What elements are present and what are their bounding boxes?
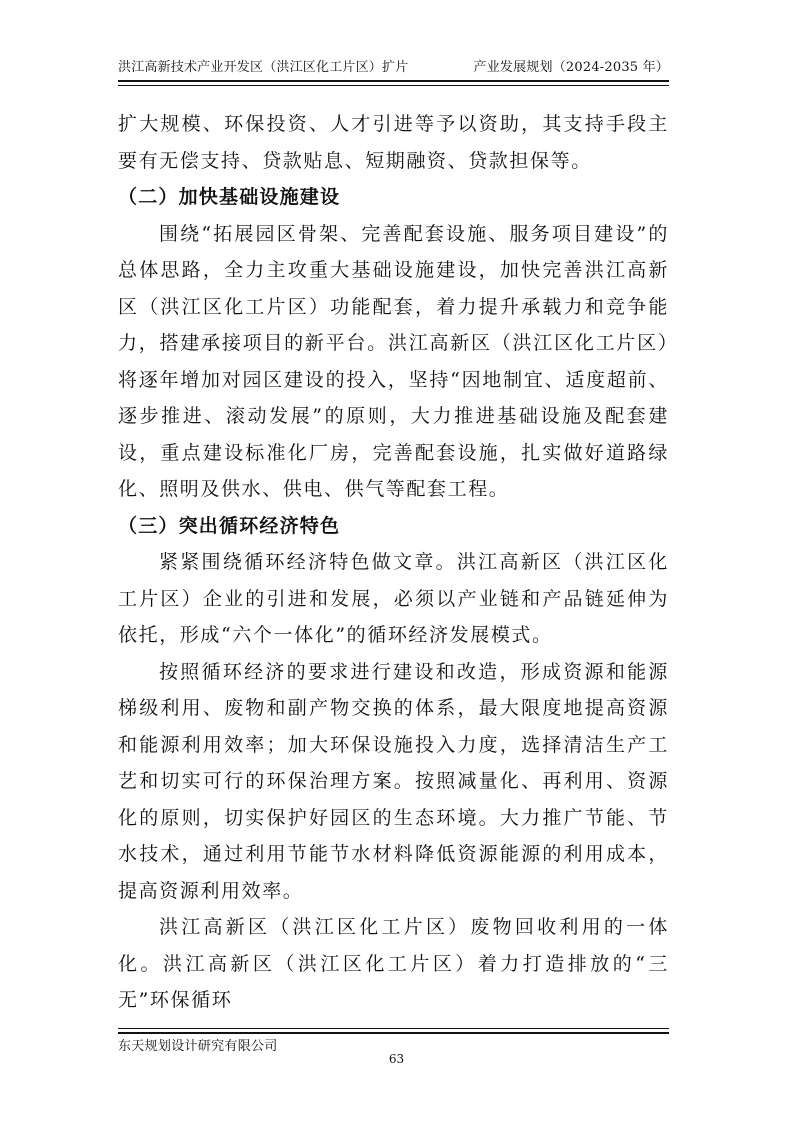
page-number: 63 (388, 1052, 405, 1066)
page-body (118, 106, 669, 1019)
paragraph-circular-economy-intro: 紧紧围绕循环经济特色做文章。洪江高新区（洪江区化工片区）企业的引进和发展，必须以产业链和产品链延伸为依托，形成“六个一体化”的循环经济发展模式。 (118, 551, 669, 646)
page-header (118, 54, 669, 76)
section-heading-circular-economy: （三）突出循环经济特色 (118, 514, 341, 537)
section-heading-infrastructure: （二）加快基础设施建设 (118, 186, 341, 208)
header-rule-thin (118, 85, 669, 86)
footer-rule-thick (118, 1032, 669, 1034)
footer-company-name: 东天规划设计研究有限公司 (118, 1039, 278, 1054)
footer-rule-thin (118, 1028, 669, 1029)
paragraph-waste-recycling: 洪江高新区（洪江区化工片区）废物回收利用的一体化。洪江高新区（洪江区化工片区）着力打造排放的“三无”环保循环 (118, 916, 669, 1011)
paragraph-continuation: 扩大规模、环保投资、人才引进等予以资助，其支持手段主要有无偿支持、贷款贴息、短期融资、贷款担保等。 (118, 113, 669, 172)
paragraph-infrastructure: 围绕“拓展园区骨架、完善配套设施、服务项目建设”的总体思路，全力主攻重大基础设施建设，加快完善洪江高新区（洪江区化工片区）功能配套，着力提升承载力和竞争能力，搭建承接项目的新平台。洪江高新区（洪江区化工片区）将逐年增加对园区建设的投入，坚持“因地制宜、适度超前、逐步推进、滚动发展”的原则，大力推进基础设施及配套建设，重点建设标准化厂房，完善配套设施，扎实做好道路绿化、照明及供水、供电、供气等配套工程。 (118, 222, 669, 500)
header-rule-thick (118, 80, 669, 82)
header-left-title: 洪江高新技术产业开发区（洪江区化工片区）扩片 (118, 59, 409, 75)
header-right-title: 产业发展规划（2024-2035 年） (473, 59, 669, 75)
paragraph-circular-economy-requirements: 按照循环经济的要求进行建设和改造，形成资源和能源梯级利用、废物和副产物交换的体系，最大限度地提高资源和能源利用效率；加大环保设施投入力度，选择清洁生产工艺和切实可行的环保治理方案。按照减量化、再利用、资源化的原则，切实保护好园区的生态环境。大力推广节能、节水技术，通过利用节能节水材料降低资源能源的利用成本，提高资源利用效率。 (118, 660, 669, 902)
